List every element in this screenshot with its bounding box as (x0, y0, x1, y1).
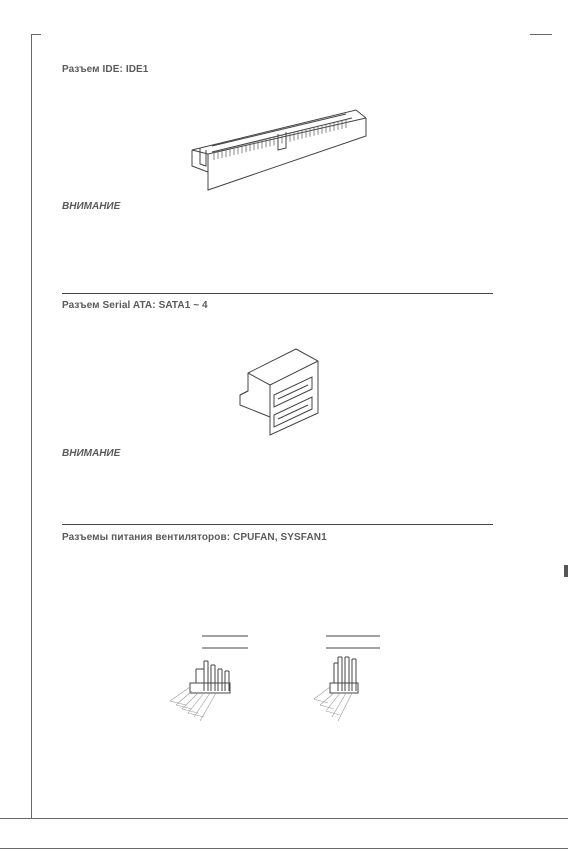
section-divider (62, 293, 493, 294)
sysfan1-connector-illustration (312, 633, 392, 723)
page-frame-left (31, 34, 32, 818)
page-footer-rule (0, 818, 568, 819)
ide-heading: Разъем IDE: IDE1 (62, 64, 149, 75)
fan-heading: Разъемы питания вентиляторов: CPUFAN, SYSFAN1 (62, 532, 327, 543)
page-frame-top (31, 34, 41, 35)
ide-connector-illustration (186, 110, 368, 190)
sata-heading: Разъем Serial ATA: SATA1 ~ 4 (62, 300, 208, 311)
cpufan-connector-illustration (168, 633, 258, 723)
sata-note-label: ВНИМАНИЕ (62, 448, 121, 459)
ide-note-label: ВНИМАНИЕ (62, 201, 121, 212)
page-edge-marker (564, 565, 568, 577)
section-divider (62, 524, 493, 525)
page-footer-rule (0, 848, 568, 849)
page-frame-top (530, 34, 552, 35)
sata-connector-illustration (236, 349, 322, 435)
